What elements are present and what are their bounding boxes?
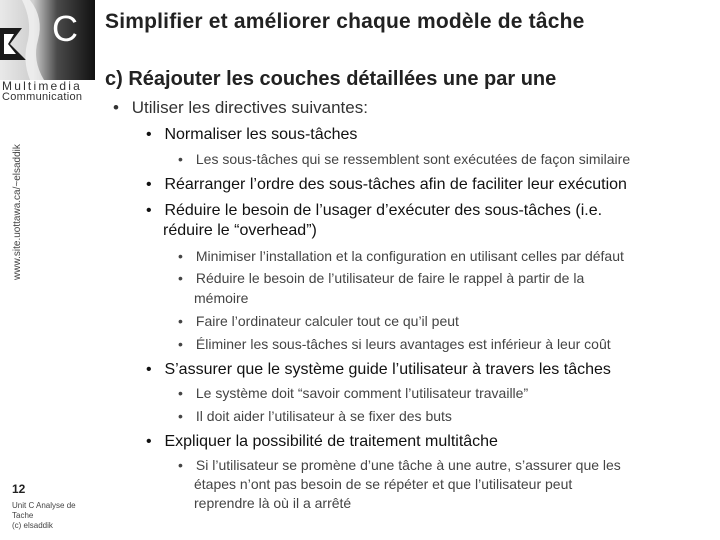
subbullet-calculer <box>178 313 459 329</box>
bullet-intro <box>113 98 368 118</box>
bullet-text: Réarranger l’ordre des sous-tâches afin de faciliter leur exécution <box>164 176 627 193</box>
logo-letter: C <box>52 8 78 49</box>
bullet-text: Réduire le besoin de l’usager d’exécuter des sous-tâches (i.e. <box>164 202 603 219</box>
bullet-glyph: • <box>178 336 183 352</box>
side-url: www.site.uottawa.ca/~elsaddik <box>12 144 23 280</box>
subbullet-promene-cont2: reprendre là où il a arrêté <box>194 495 352 511</box>
bullet-glyph: • <box>146 361 152 378</box>
bullet-glyph: • <box>146 176 152 193</box>
bullet-text: Le système doit “savoir comment l’utilisateur travaille” <box>195 385 529 401</box>
bullet-glyph: • <box>178 408 183 424</box>
bullet-glyph: • <box>178 270 183 286</box>
bullet-reduire-cont: réduire le “overhead”) <box>163 222 317 239</box>
bullet-normaliser <box>146 126 357 144</box>
page-number: 12 <box>12 482 26 496</box>
subbullet-normaliser <box>178 151 630 167</box>
slide-subtitle: c) Réajouter les couches détaillées une par une <box>105 68 557 90</box>
subbullet-savoir <box>178 385 528 401</box>
bullet-glyph: • <box>178 385 183 401</box>
subbullet-promene-cont1: étapes n’ont pas besoin de se répéter et que l’utilisateur peut <box>194 476 573 492</box>
logo-text-communication: Communication <box>2 91 83 103</box>
bullet-text: Réduire le besoin de l’utilisateur de faire le rappel à partir de la <box>195 270 585 286</box>
bullet-text: Normaliser les sous-tâches <box>164 126 358 143</box>
bullet-glyph: • <box>146 202 152 219</box>
bullet-multitache <box>146 433 498 451</box>
bullet-text: Faire l’ordinateur calculer tout ce qu’il peut <box>195 313 459 329</box>
bullet-text: S’assurer que le système guide l’utilisateur à travers les tâches <box>164 361 611 378</box>
bullet-assurer <box>146 361 611 379</box>
bullet-rearranger <box>146 176 627 194</box>
bullet-glyph: • <box>178 151 183 167</box>
subbullet-promene <box>178 457 621 473</box>
footer-line: (c) elsaddik <box>12 521 53 530</box>
bullet-glyph: • <box>178 457 183 473</box>
subbullet-buts <box>178 408 452 424</box>
bullet-text: Expliquer la possibilité de traitement multitâche <box>164 433 498 450</box>
logo <box>0 0 95 105</box>
face-profile-icon <box>0 0 95 80</box>
bullet-glyph: • <box>146 433 152 450</box>
bullet-text: Il doit aider l’utilisateur à se fixer des buts <box>195 408 452 424</box>
bullet-text: Si l’utilisateur se promène d’une tâche à une autre, s’assurer que les <box>195 457 621 473</box>
footer-line: Tache <box>12 511 34 520</box>
subbullet-minimiser <box>178 248 624 264</box>
subbullet-rappel-cont: mémoire <box>194 290 249 306</box>
subbullet-eliminer <box>178 336 611 352</box>
bullet-glyph: • <box>178 248 183 264</box>
bullet-text: Éliminer les sous-tâches si leurs avantages est inférieur à leur coût <box>195 336 611 352</box>
slide-title: Simplifier et améliorer chaque modèle de tâche <box>105 10 585 33</box>
logo-text-multimedia: Multimedia <box>2 79 83 93</box>
bullet-glyph: • <box>113 98 119 117</box>
bullet-text: Utiliser les directives suivantes: <box>131 98 368 117</box>
bullet-glyph: • <box>146 126 152 143</box>
footer-line: Unit C Analyse de <box>12 501 76 510</box>
bullet-glyph: • <box>178 313 183 329</box>
bullet-reduire <box>146 202 602 220</box>
bullet-text: Les sous-tâches qui se ressemblent sont exécutées de façon similaire <box>195 151 631 167</box>
bullet-text: Minimiser l’installation et la configuration en utilisant celles par défaut <box>195 248 624 264</box>
subbullet-rappel <box>178 270 584 286</box>
footer-note <box>12 501 87 531</box>
